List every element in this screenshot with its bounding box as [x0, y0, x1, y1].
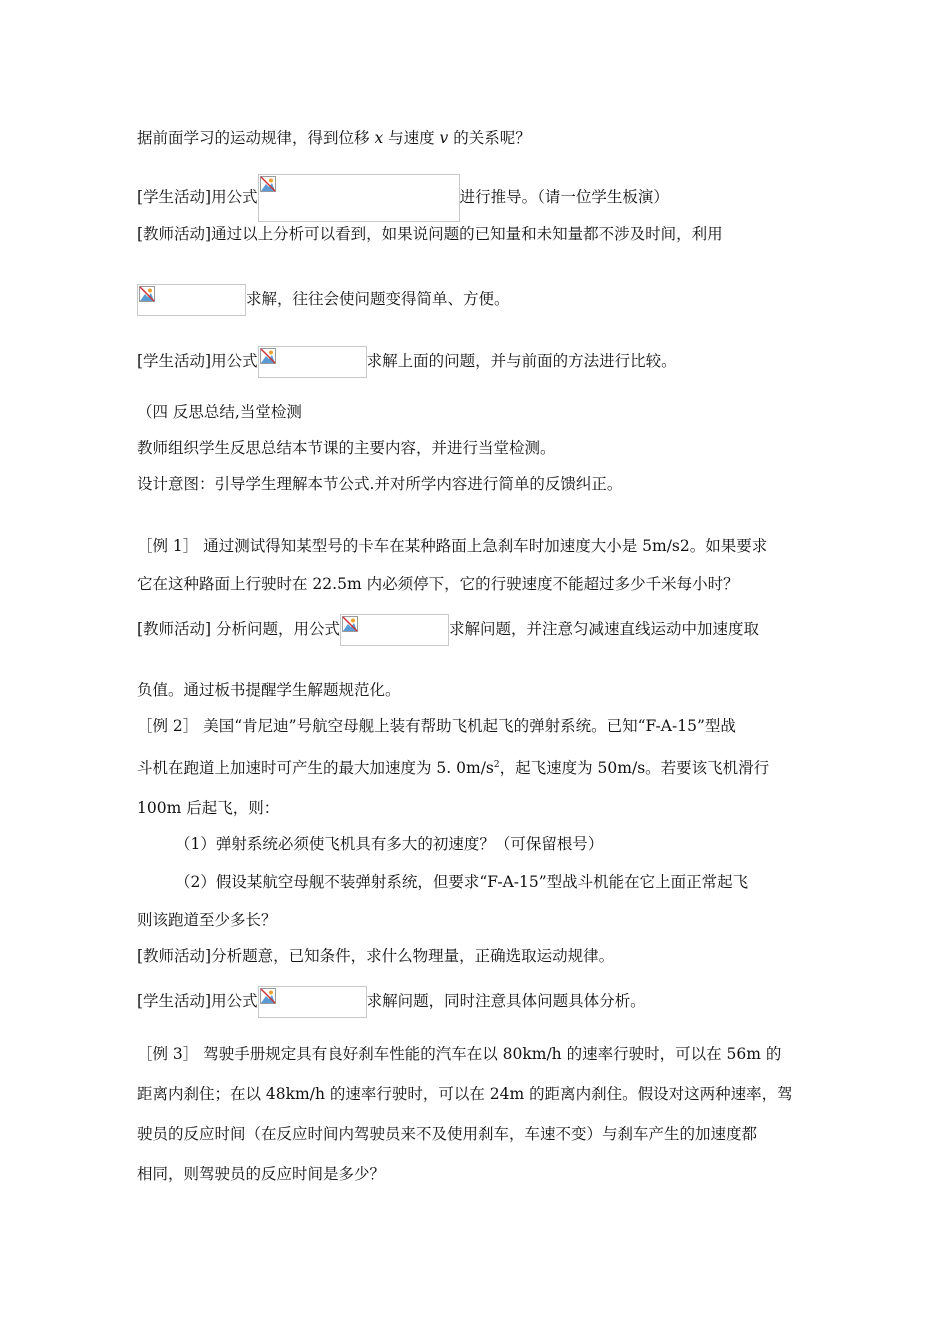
text-line: [学生活动]用公式 求解问题，同时注意具体问题具体分析。	[137, 986, 827, 1018]
example-2-line: ［例 2］ 美国“肯尼迪”号航空母舰上装有帮助飞机起飞的弹射系统。已知“F-A-15”型战	[137, 717, 736, 735]
broken-image-icon	[260, 348, 276, 364]
text-line: 教师组织学生反思总结本节课的主要内容，并进行当堂检测。	[137, 439, 556, 457]
broken-image-icon	[139, 286, 155, 302]
formula-image-placeholder	[258, 174, 460, 222]
text-line: 相同，则驾驶员的反应时间是多少？	[137, 1165, 386, 1183]
broken-image-icon	[260, 988, 276, 1004]
example-3-line: ［例 3］ 驾驶手册规定具有良好刹车性能的汽车在以 80km/h 的速率行驶时，可以在 56m 的	[137, 1045, 782, 1063]
text-line: 则该跑道至少多长？	[137, 911, 277, 929]
question-item: （1）弹射系统必须使飞机具有多大的初速度？（可保留根号）	[175, 835, 604, 853]
text-line: [教师活动]分析题意，已知条件，求什么物理量，正确选取运动规律。	[137, 947, 615, 965]
text-line: 它在这种路面上行驶时在 22.5m 内必须停下，它的行驶速度不能超过多少千米每小时？	[137, 575, 739, 593]
text-line: 驶员的反应时间（在反应时间内驾驶员来不及使用刹车，车速不变）与刹车产生的加速度都	[137, 1125, 758, 1143]
text-line: [学生活动]用公式 进行推导。（请一位学生板演）	[137, 174, 827, 222]
text-line: 求解，往往会使问题变得简单、方便。	[137, 284, 827, 316]
formula-image-placeholder	[258, 986, 367, 1018]
broken-image-icon	[260, 176, 276, 192]
text-line: [教师活动]通过以上分析可以看到，如果说问题的已知量和未知量都不涉及时间，利用	[137, 225, 723, 243]
formula-image-placeholder	[340, 614, 449, 646]
formula-image-placeholder	[258, 346, 367, 378]
text-line: 斗机在跑道上加速时可产生的最大加速度为 5. $0m/s^2$，起飞速度为 50m/s。若要该飞机滑行	[137, 759, 770, 777]
text-line: 100m 后起飞，则：	[137, 799, 280, 817]
text-line: [学生活动]用公式 求解上面的问题，并与前面的方法进行比较。	[137, 346, 827, 378]
example-1-line: ［例 1］ 通过测试得知某型号的卡车在某种路面上急刹车时加速度大小是 5m/s2。如果要求	[137, 537, 768, 555]
formula-image-placeholder	[137, 284, 246, 316]
text-line: 距离内刹住；在以 48km/h 的速率行驶时，可以在 24m 的距离内刹住。假设对这两种速率，驾	[137, 1085, 793, 1103]
broken-image-icon	[342, 616, 358, 632]
text-line: 据前面学习的运动规律，得到位移 x 与速度 v 的关系呢？	[137, 129, 531, 147]
question-item: （2）假设某航空母舰不装弹射系统，但要求“F-A-15”型战斗机能在它上面正常起飞	[175, 873, 749, 891]
text-line: 负值。通过板书提醒学生解题规范化。	[137, 681, 401, 699]
section-heading: （四 反思总结,当堂检测	[137, 403, 302, 421]
text-line: 设计意图：引导学生理解本节公式.并对所学内容进行简单的反馈纠正。	[137, 475, 623, 493]
text-line: [教师活动] 分析问题，用公式 求解问题，并注意匀减速直线运动中加速度取	[137, 614, 827, 646]
